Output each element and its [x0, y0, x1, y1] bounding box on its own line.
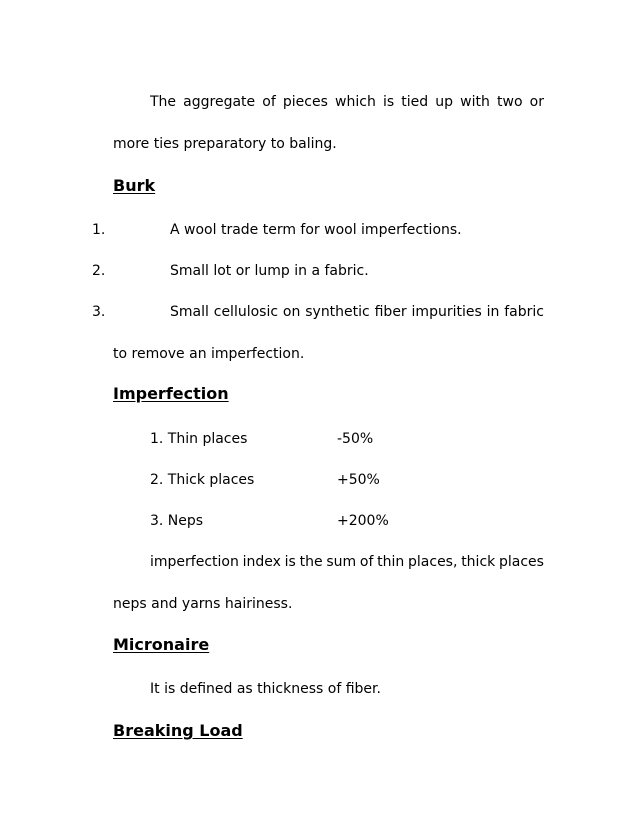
burk-item-3-word: in: [486, 304, 500, 320]
imperfection-index-word: is: [284, 554, 296, 570]
imperfection-row-2-value: +50%: [337, 472, 380, 488]
imperfection-row-2-label: 2. Thick places: [150, 472, 255, 488]
intro-word: aggregate: [183, 94, 256, 110]
imperfection-row-3-label: 3. Neps: [150, 513, 204, 529]
heading-burk: Burk: [113, 176, 156, 195]
burk-continuation: to remove an imperfection.: [113, 346, 305, 362]
burk-item-1-text: A wool trade term for wool imperfections.: [170, 222, 462, 238]
burk-item-3-number: 3.: [92, 304, 106, 320]
imperfection-row-3-value: +200%: [337, 513, 389, 529]
imperfection-index-word: the: [299, 554, 323, 570]
burk-item-2-number: 2.: [92, 263, 106, 279]
burk-item-3-word: Small: [170, 304, 209, 320]
intro-word: The: [150, 94, 177, 110]
burk-item-3-word: fiber: [374, 304, 407, 320]
intro-word: up: [435, 94, 454, 110]
imperfection-row-1-value: -50%: [337, 431, 374, 447]
imperfection-index-word: thin: [377, 554, 405, 570]
imperfection-index-line-1: [150, 553, 544, 571]
burk-item-1-number: 1.: [92, 222, 106, 238]
imperfection-index-line-2: neps and yarns hairiness.: [113, 596, 293, 612]
imperfection-index-word: places,: [408, 554, 458, 570]
imperfection-index-word: thick: [461, 554, 496, 570]
burk-item-3-word: synthetic: [305, 304, 370, 320]
burk-item-3-word: cellulosic: [213, 304, 279, 320]
heading-imperfection: Imperfection: [113, 384, 229, 403]
intro-word: or: [529, 94, 544, 110]
heading-micronaire: Micronaire: [113, 635, 210, 654]
burk-item-3-word: impurities: [411, 304, 482, 320]
intro-word: which: [335, 94, 376, 110]
imperfection-index-word: places: [499, 554, 544, 570]
imperfection-row-1-label: 1. Thin places: [150, 431, 248, 447]
intro-line-2: more ties preparatory to baling.: [113, 136, 337, 152]
burk-item-3-word: fabric: [504, 304, 544, 320]
burk-item-3-word: on: [282, 304, 301, 320]
imperfection-index-word: index: [242, 554, 281, 570]
imperfection-index-word: of: [359, 554, 374, 570]
burk-item-2-text: Small lot or lump in a fabric.: [170, 263, 369, 279]
intro-word: tied: [401, 94, 429, 110]
heading-breaking-load: Breaking Load: [113, 721, 243, 740]
intro-word: two: [497, 94, 523, 110]
intro-line-1: [150, 93, 544, 111]
intro-word: of: [262, 94, 276, 110]
burk-item-3-text: [170, 303, 544, 321]
intro-word: pieces: [282, 94, 328, 110]
imperfection-index-word: sum: [326, 554, 357, 570]
micronaire-text: It is defined as thickness of fiber.: [150, 681, 381, 697]
imperfection-index-word: imperfection: [150, 554, 239, 570]
intro-word: is: [382, 94, 395, 110]
intro-word: with: [460, 94, 490, 110]
